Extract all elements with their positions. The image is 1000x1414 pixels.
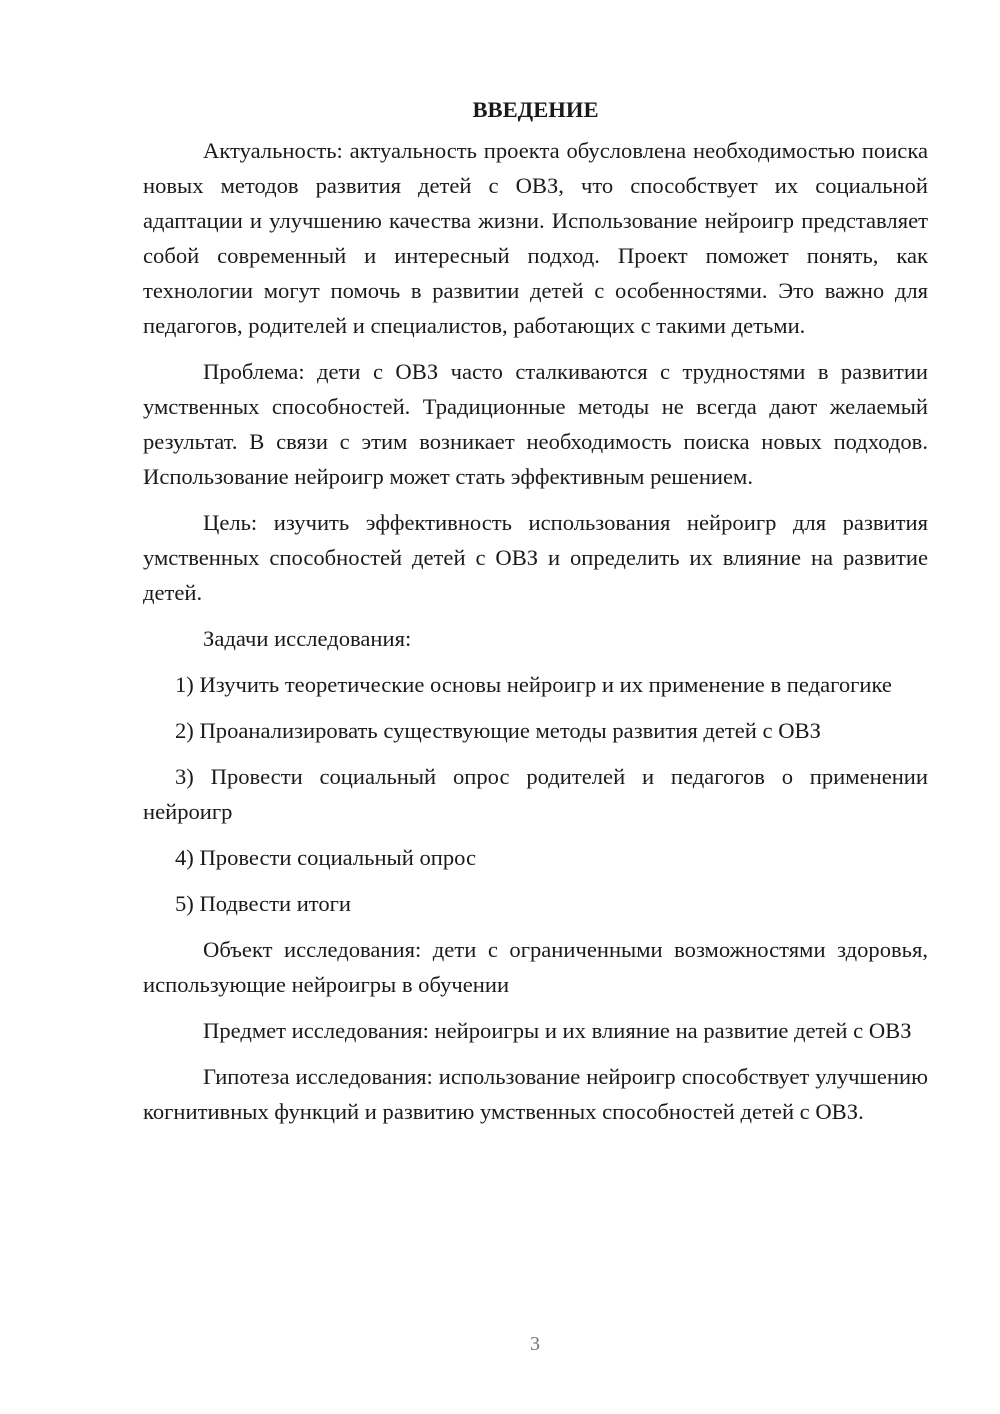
page-number: 3 <box>530 1333 540 1355</box>
task-item-2: 2) Проанализировать существующие методы развития детей с ОВЗ <box>175 718 821 743</box>
tasks-list <box>143 667 928 921</box>
paragraph-relevance: Актуальность: актуальность проекта обусловлена необходимостью поиска новых методов развития детей с ОВЗ, что способствует их социальной адаптации и улучшению качества жизни. Использование нейроигр представляет собой современный и интересный подход. Проект поможет понять, как технологии могут помочь в развитии детей с особенностями. Это важно для педагогов, родителей и специалистов, работающих с такими детьми. <box>143 138 928 338</box>
page-content <box>143 92 928 1140</box>
task-item-1: 1) Изучить теоретические основы нейроигр и их применение в педагогике <box>175 672 892 697</box>
task-item-5: 5) Подвести итоги <box>175 891 352 916</box>
page-title: ВВЕДЕНИЕ <box>472 97 599 122</box>
paragraph-hypothesis: Гипотеза исследования: использование нейроигр способствует улучшению когнитивных функций и развитию умственных способностей детей с ОВЗ. <box>143 1064 928 1124</box>
paragraph-goal: Цель: изучить эффективность использования нейроигр для развития умственных способностей детей с ОВЗ и определить их влияние на развитие детей. <box>143 510 928 605</box>
task-item-4: 4) Провести социальный опрос <box>175 845 477 870</box>
paragraph-subject: Предмет исследования: нейроигры и их влияние на развитие детей с ОВЗ <box>203 1018 912 1043</box>
task-item-3: 3) Провести социальный опрос родителей и педагогов о применении нейроигр <box>143 764 928 824</box>
tasks-heading: Задачи исследования: <box>203 626 412 651</box>
paragraph-problem: Проблема: дети с ОВЗ часто сталкиваются с трудностями в развитии умственных способностей. Традиционные методы не всегда дают желаемый результат. В связи с этим возникает необходимость поиска новых подходов. Использование нейроигр может стать эффективным решением. <box>143 359 928 489</box>
paragraph-object: Объект исследования: дети с ограниченными возможностями здоровья, использующие нейроигры в обучении <box>143 937 928 997</box>
